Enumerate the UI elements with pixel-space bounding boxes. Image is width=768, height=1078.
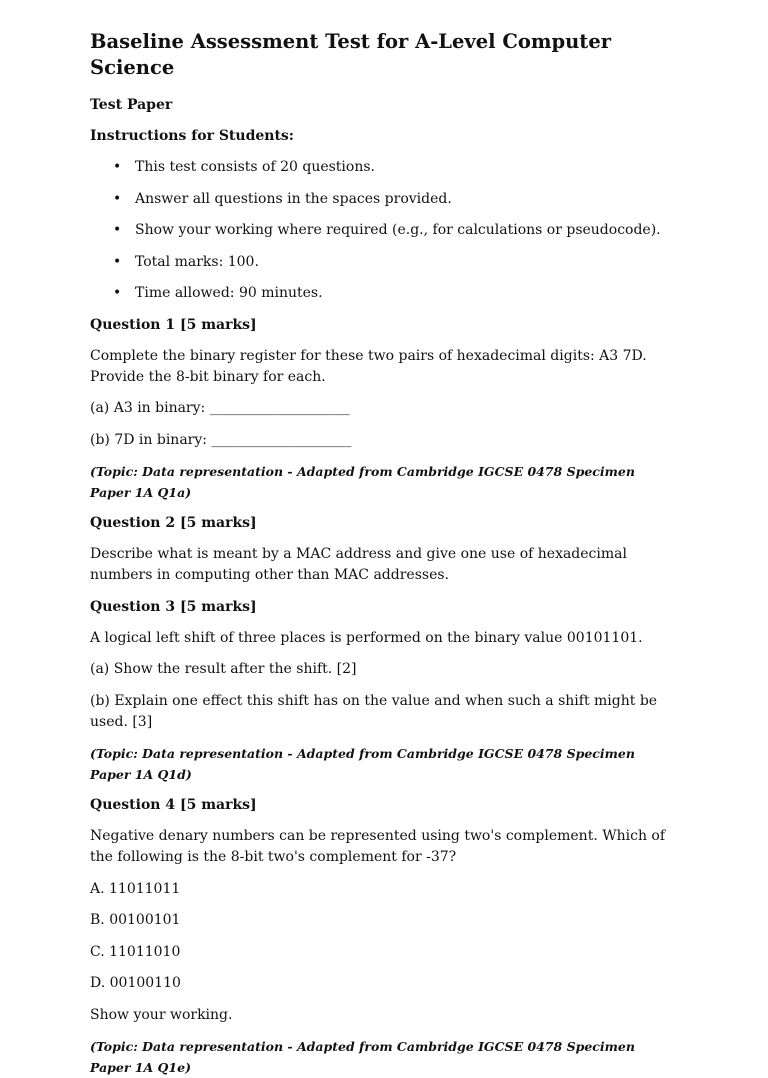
instruction-item: • Show your working where required (e.g., for calculations or pseudocode). bbox=[90, 220, 678, 241]
question-2-heading: Question 2 [5 marks] bbox=[90, 515, 257, 531]
question-4-option-c: C. 11011010 bbox=[90, 943, 181, 960]
question-4-heading: Question 4 [5 marks] bbox=[90, 797, 257, 813]
question-1-part-a: (a) A3 in binary: ____________________ bbox=[90, 400, 350, 416]
question-4-working: Show your working. bbox=[90, 1006, 233, 1023]
question-3-part-b: (b) Explain one effect this shift has on the value and when such a shift might be used. [3] bbox=[90, 692, 658, 730]
question-4-text: Negative denary numbers can be represented using two's complement. Which of the following is the 8-bit two's complement for -37? bbox=[90, 828, 666, 865]
question-1-part-b: (b) 7D in binary: ____________________ bbox=[90, 431, 352, 448]
document-title: Baseline Assessment Test for A-Level Computer Science bbox=[90, 30, 611, 79]
instruction-item: • Answer all questions in the spaces provided. bbox=[90, 189, 678, 210]
question-4-option-d: D. 00100110 bbox=[90, 975, 181, 991]
instruction-item: • This test consists of 20 questions. bbox=[90, 157, 678, 178]
instruction-item: • Total marks: 100. bbox=[90, 252, 678, 273]
question-1-topic: (Topic: Data representation - Adapted from Cambridge IGCSE 0478 Specimen Paper 1A Q1a) bbox=[90, 464, 635, 500]
question-3-text: A logical left shift of three places is performed on the binary value 00101101. bbox=[90, 629, 643, 646]
instructions-heading: Instructions for Students: bbox=[90, 128, 294, 144]
instructions-list bbox=[90, 157, 678, 304]
question-1-text: Complete the binary register for these two pairs of hexadecimal digits: A3 7D. Provide the 8-bit binary for each. bbox=[90, 347, 647, 385]
question-4-option-b: B. 00100101 bbox=[90, 912, 181, 928]
question-1-heading: Question 1 [5 marks] bbox=[90, 316, 257, 333]
document-subtitle: Test Paper bbox=[90, 97, 173, 113]
question-3-topic: (Topic: Data representation - Adapted from Cambridge IGCSE 0478 Specimen Paper 1A Q1d) bbox=[90, 746, 635, 782]
question-4-topic: (Topic: Data representation - Adapted from Cambridge IGCSE 0478 Specimen Paper 1A Q1e) bbox=[90, 1039, 635, 1075]
question-4-option-a: A. 11011011 bbox=[90, 880, 181, 897]
question-3-heading: Question 3 [5 marks] bbox=[90, 598, 257, 615]
instruction-item: • Time allowed: 90 minutes. bbox=[90, 283, 678, 304]
question-3-part-a: (a) Show the result after the shift. [2] bbox=[90, 661, 357, 677]
question-2-text: Describe what is meant by a MAC address and give one use of hexadecimal numbers in computing other than MAC addresses. bbox=[90, 546, 627, 583]
